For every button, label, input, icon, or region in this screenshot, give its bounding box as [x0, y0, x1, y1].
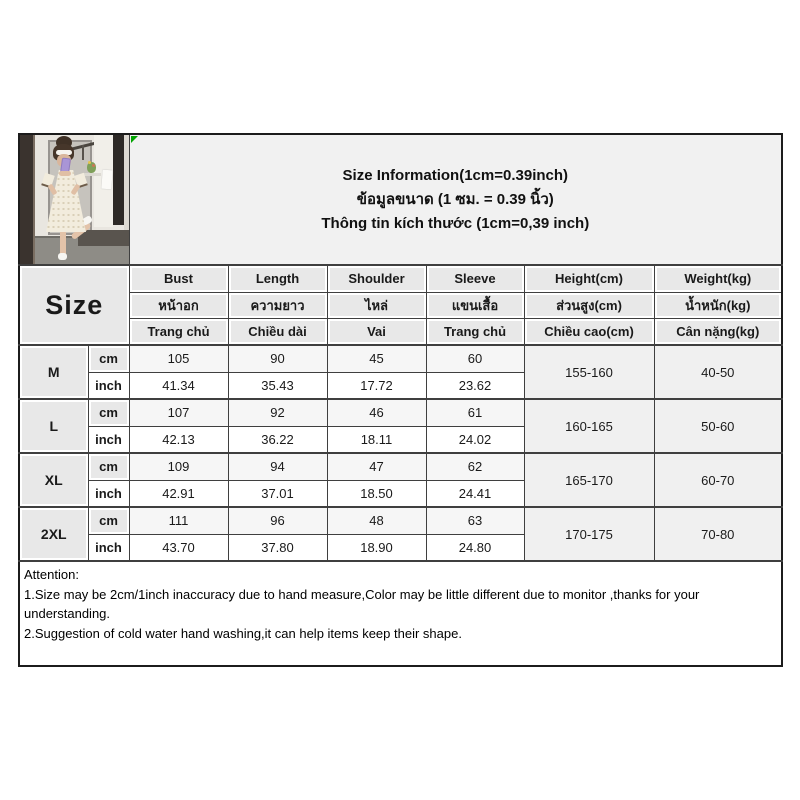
l-sleeve-cm: 61: [426, 399, 524, 426]
col-header-length-en: Length: [228, 265, 327, 292]
m-length-cm: 90: [228, 345, 327, 372]
unit-inch: inch: [88, 426, 129, 453]
col-header-bust-th: หน้าอก: [129, 292, 228, 318]
l-bust-cm: 107: [129, 399, 228, 426]
col-header-weight-th: น้ำหนัก(kg): [654, 292, 782, 318]
m-length-inch: 35.43: [228, 372, 327, 399]
xl-shoulder-cm: 47: [327, 453, 426, 480]
unit-cm: cm: [88, 399, 129, 426]
col-header-sleeve-vi: Trang chủ: [426, 318, 524, 345]
2xl-length-inch: 37.80: [228, 534, 327, 561]
attention-heading: Attention:: [24, 567, 79, 582]
title-cell: [129, 134, 782, 265]
model-hand: [59, 171, 71, 176]
white-sock: [58, 253, 67, 260]
attention-note: [19, 561, 782, 666]
mirror-frame-edge: [33, 135, 35, 264]
l-height-range: 160-165: [524, 399, 654, 453]
xl-length-inch: 37.01: [228, 480, 327, 507]
2xl-height-range: 170-175: [524, 507, 654, 561]
col-header-weight-vi: Cân nặng(kg): [654, 318, 782, 345]
l-shoulder-cm: 46: [327, 399, 426, 426]
l-shoulder-inch: 18.11: [327, 426, 426, 453]
2xl-sleeve-cm: 63: [426, 507, 524, 534]
unit-inch: inch: [88, 480, 129, 507]
2xl-sleeve-inch: 24.80: [426, 534, 524, 561]
col-header-height-th: ส่วนสูง(cm): [524, 292, 654, 318]
col-header-length-th: ความยาว: [228, 292, 327, 318]
m-shoulder-cm: 45: [327, 345, 426, 372]
title-vietnamese: Thông tin kích thước (1cm=0,39 inch): [321, 214, 590, 232]
xl-shoulder-inch: 18.50: [327, 480, 426, 507]
m-height-range: 155-160: [524, 345, 654, 399]
unit-inch: inch: [88, 372, 129, 399]
m-bust-cm: 105: [129, 345, 228, 372]
2xl-bust-inch: 43.70: [129, 534, 228, 561]
attention-line-2: 2.Suggestion of cold water hand washing,it can help items keep their shape.: [24, 625, 462, 641]
m-bust-inch: 41.34: [129, 372, 228, 399]
shelf: [83, 173, 101, 176]
xl-height-range: 165-170: [524, 453, 654, 507]
model-standing-leg: [60, 231, 66, 255]
size-table: [18, 133, 783, 667]
product-photo-cell: [19, 134, 129, 265]
l-sleeve-inch: 24.02: [426, 426, 524, 453]
flower-dot: [92, 164, 95, 167]
col-header-sleeve-en: Sleeve: [426, 265, 524, 292]
xl-sleeve-cm: 62: [426, 453, 524, 480]
size-2xl-label: 2XL: [19, 507, 88, 561]
col-header-sleeve-th: แขนเสื้อ: [426, 292, 524, 318]
mirror-frame: [20, 135, 33, 264]
unit-cm: cm: [88, 507, 129, 534]
col-header-height-vi: Chiều cao(cm): [524, 318, 654, 345]
flower-dot: [88, 161, 91, 164]
col-header-length-vi: Chiều dài: [228, 318, 327, 345]
2xl-shoulder-inch: 18.90: [327, 534, 426, 561]
l-length-cm: 92: [228, 399, 327, 426]
size-xl-label: XL: [19, 453, 88, 507]
col-header-weight-en: Weight(kg): [654, 265, 782, 292]
unit-cm: cm: [88, 453, 129, 480]
rail-post: [82, 145, 84, 160]
m-sleeve-inch: 23.62: [426, 372, 524, 399]
unit-inch: inch: [88, 534, 129, 561]
m-weight-range: 40-50: [654, 345, 782, 399]
col-header-bust-en: Bust: [129, 265, 228, 292]
excel-corner-marker-icon: [131, 136, 138, 143]
col-header-shoulder-vi: Vai: [327, 318, 426, 345]
bench: [78, 230, 129, 246]
size-l-label: L: [19, 399, 88, 453]
attention-line-1: 1.Size may be 2cm/1inch inaccuracy due to hand measure,Color may be little different due to monitor ,thanks for your understanding.: [24, 586, 700, 621]
xl-length-cm: 94: [228, 453, 327, 480]
size-chart-sheet: [18, 133, 781, 667]
size-m-label: M: [19, 345, 88, 399]
2xl-length-cm: 96: [228, 507, 327, 534]
product-photo: [20, 135, 129, 264]
title-english: Size Information(1cm=0.39inch): [342, 166, 569, 184]
col-header-height-en: Height(cm): [524, 265, 654, 292]
xl-bust-cm: 109: [129, 453, 228, 480]
col-header-shoulder-th: ไหล่: [327, 292, 426, 318]
door-frame: [113, 135, 124, 225]
l-weight-range: 50-60: [654, 399, 782, 453]
unit-cm: cm: [88, 345, 129, 372]
wall: [124, 135, 129, 235]
xl-bust-inch: 42.91: [129, 480, 228, 507]
size-header: Size: [19, 265, 129, 345]
2xl-weight-range: 70-80: [654, 507, 782, 561]
l-bust-inch: 42.13: [129, 426, 228, 453]
xl-weight-range: 60-70: [654, 453, 782, 507]
xl-sleeve-inch: 24.41: [426, 480, 524, 507]
2xl-shoulder-cm: 48: [327, 507, 426, 534]
col-header-bust-vi: Trang chủ: [129, 318, 228, 345]
2xl-bust-cm: 111: [129, 507, 228, 534]
m-shoulder-inch: 17.72: [327, 372, 426, 399]
m-sleeve-cm: 60: [426, 345, 524, 372]
hanging-cloth: [101, 170, 112, 190]
col-header-shoulder-en: Shoulder: [327, 265, 426, 292]
title-thai: ข้อมูลขนาด (1 ซม. = 0.39 นิ้ว): [356, 190, 554, 208]
l-length-inch: 36.22: [228, 426, 327, 453]
